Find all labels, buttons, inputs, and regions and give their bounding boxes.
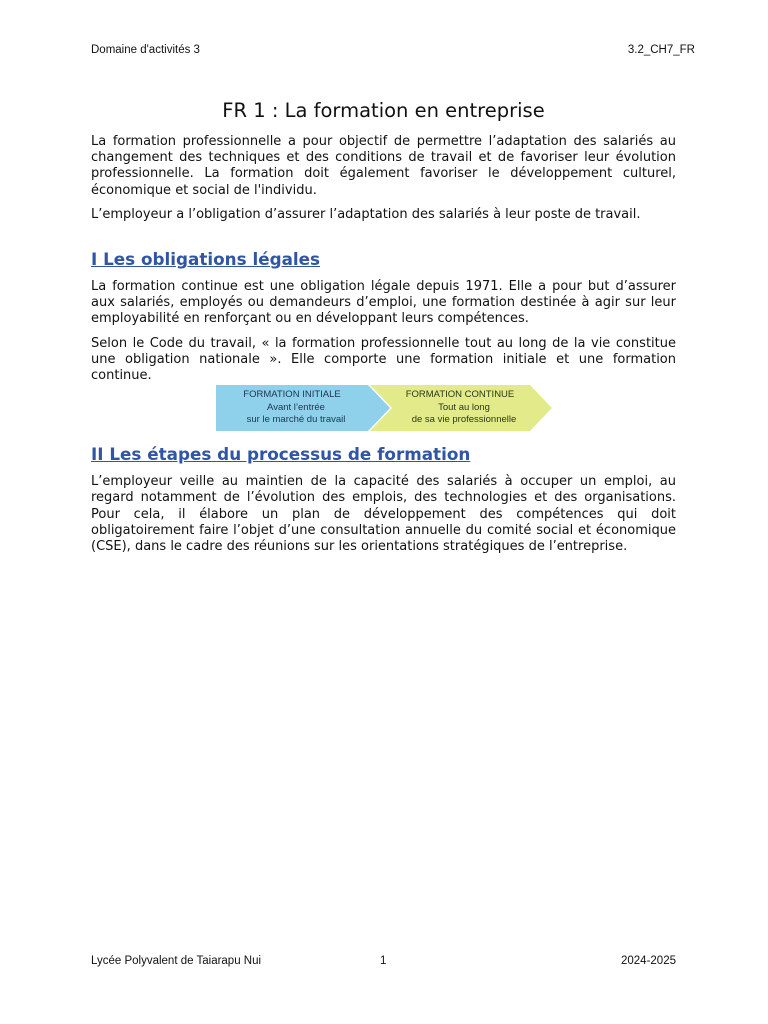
document-title: FR 1 : La formation en entreprise <box>222 99 545 122</box>
footer-year: 2024-2025 <box>621 955 676 967</box>
page-number: 1 <box>380 955 387 967</box>
etapes-paragraph-1: L’employeur veille au maintien de la capacité des salariés à occuper un emploi, au regard notamment de l’évolution des emplois, des technologies et des organisations. Pour cela, il élabore un plan de développement des compétences qui doit obligatoirement faire l’objet d’une consultation annuelle du comité social et économique (CSE), dans le cadre des réunions sur les orientations stratégiques de l’entreprise. <box>91 474 676 555</box>
continue-line-2: de sa vie professionnelle <box>411 414 517 426</box>
initiale-line-2: sur le marché du travail <box>246 414 346 426</box>
intro-paragraph-2: L’employeur a l’obligation d’assurer l’adaptation des salariés à leur poste de travail. <box>91 206 641 222</box>
section-heading-obligations: I Les obligations légales <box>91 249 321 270</box>
obligations-paragraph-1: La formation continue est une obligation légale depuis 1971. Elle a pour but d’assurer aux salariés, employés ou demandeurs d’emploi, une formation destinée à agir sur leur employabilité en renforçant ou en développant leurs compétences. <box>91 279 676 327</box>
obligations-paragraph-2: Selon le Code du travail, « la formation professionnelle tout au long de la vie constitue une obligation nationale ». Elle comporte une formation initiale et une formation continue. <box>91 335 676 384</box>
document-body <box>91 98 676 563</box>
formation-diagram <box>91 384 676 436</box>
continue-line-1: Tout au long <box>438 402 490 414</box>
header-reference: 3.2_CH7_FR <box>627 44 695 56</box>
initiale-title: FORMATION INITIALE <box>243 389 341 401</box>
continue-title: FORMATION CONTINUE <box>405 389 515 401</box>
intro-paragraph-1: La formation professionnelle a pour objectif de permettre l’adaptation des salariés au changement des techniques et des conditions de travail et de favoriser leur évolution professionnelle. La formation doit également favoriser le développement culturel, économique et social de l'individu. <box>91 134 676 198</box>
initiale-line-1: Avant l’entrée <box>267 402 325 414</box>
footer-school: Lycée Polyvalent de Taiarapu Nui <box>91 955 262 967</box>
page-footer <box>91 955 676 967</box>
section-heading-etapes: II Les étapes du processus de formation <box>91 444 471 465</box>
page-header <box>91 44 695 56</box>
header-domain: Domaine d'activités 3 <box>91 44 200 56</box>
formation-chevrons <box>216 384 556 432</box>
